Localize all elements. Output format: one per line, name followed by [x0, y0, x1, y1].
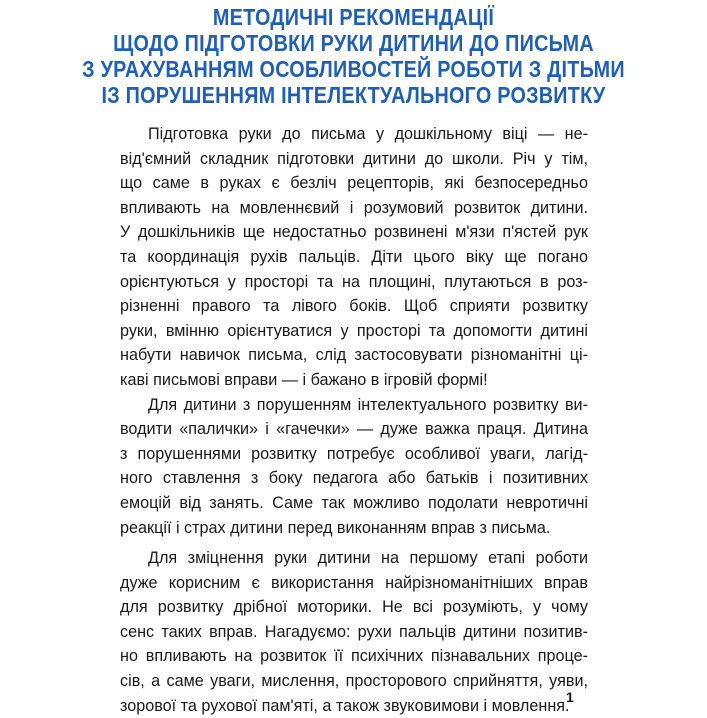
- text-line: Для зміцнення руки дитини на першому етапі роботи: [148, 549, 588, 568]
- text-line: ного ставлення з боку педагога або батьків і позитивних: [120, 469, 588, 488]
- text-line: з порушеннями розвитку потребує особливої уваги, лагід-: [120, 444, 588, 463]
- text-line: що саме в руках є безліч рецепторів, які безпосередньо: [120, 174, 588, 193]
- text-line: набути навичок письма, слід застосовувати різноманітні ці-: [120, 346, 588, 365]
- text-line: для розвитку дрібної моторики. Не всі розуміють, у чому: [120, 598, 588, 617]
- paragraph-2: [120, 393, 588, 541]
- body-text: [120, 122, 588, 718]
- paragraph-1: [120, 122, 588, 393]
- text-line: но впливають на розвиток її психічних пізнавальних проце-: [120, 647, 588, 666]
- text-line: впливають на мовленнєвий і розумовий розвиток дитини.: [120, 198, 588, 217]
- page-title: [49, 4, 657, 108]
- paragraph-3: [120, 546, 588, 718]
- text-line: руки, вмінню орієнтуватися у просторі та допомогти дитині: [120, 321, 588, 340]
- page-number: 1: [566, 689, 574, 705]
- text-line: У дошкільників ще недостатньо розвинені м'язи п'ястей рук: [120, 223, 588, 242]
- text-line: водити «палички» і «гачечки» — дуже важка праця. Дитина: [120, 420, 588, 439]
- text-line: та координація рухів пальців. Діти цього віку ще погано: [120, 247, 588, 266]
- text-line: реакції і страх дитини перед виконанням вправ з письма.: [120, 518, 551, 537]
- title-line: ІЗ ПОРУШЕННЯМ ІНТЕЛЕКТУАЛЬНОГО РОЗВИТКУ: [101, 82, 606, 108]
- text-line: орієнтуються у просторі та на площині, плутаються в роз-: [120, 272, 588, 291]
- title-line: МЕТОДИЧНІ РЕКОМЕНДАЦІЇ: [212, 4, 495, 30]
- text-line: зорової та рухової пам'яті, а також звуковимови і мовлення.: [120, 696, 570, 715]
- text-line: емоцій від занять. Саме так можливо подолати невротичні: [120, 493, 588, 512]
- text-line: дуже корисним є використання найрізноманітніших вправ: [120, 573, 588, 592]
- text-line: Для дитини з порушенням інтелектуального розвитку ви-: [148, 395, 588, 414]
- text-line: від'ємний складник підготовки дитини до школи. Річ у тім,: [120, 149, 588, 168]
- text-line: Підготовка руки до письма у дошкільному віці — не-: [148, 125, 588, 143]
- text-line: сенс таких вправ. Нагадуємо: рухи пальців дитини позитив-: [120, 622, 588, 641]
- title-line: З УРАХУВАННЯМ ОСОБЛИВОСТЕЙ РОБОТИ З ДІТЬМИ: [82, 56, 625, 82]
- title-line: ЩОДО ПІДГОТОВКИ РУКИ ДИТИНИ ДО ПИСЬМА: [113, 30, 594, 56]
- text-line: різненні правого та лівого боків. Щоб сприяти розвитку: [120, 297, 588, 316]
- text-line: сів, а саме уваги, мислення, просторового сприйняття, уяви,: [120, 672, 588, 691]
- text-line: каві письмові вправи — і бажано в ігровій формі!: [120, 370, 488, 389]
